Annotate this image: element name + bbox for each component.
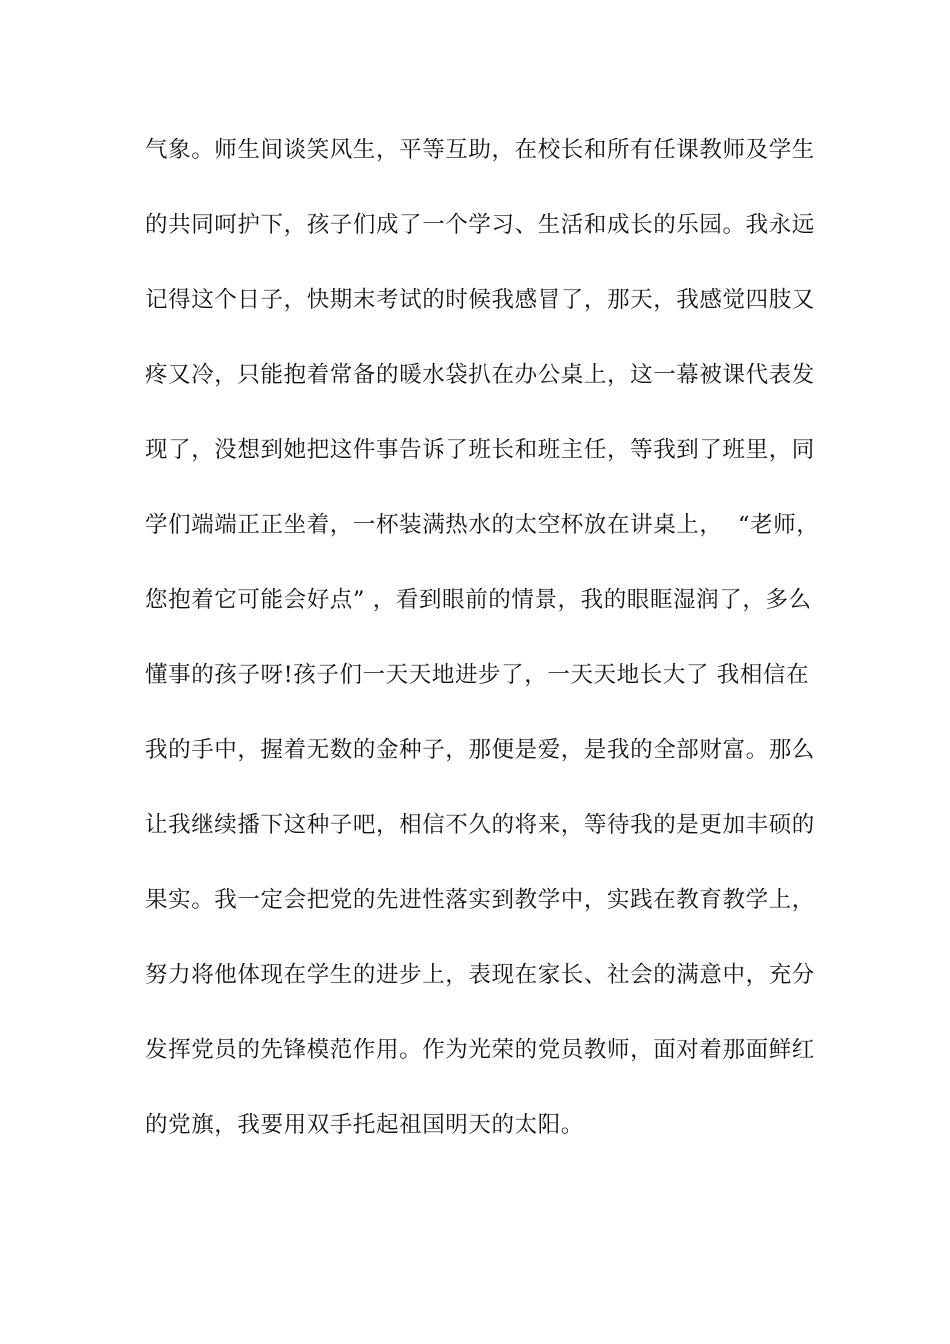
text-line: 的党旗，我要用双手托起祖国明天的太阳。 [145, 1112, 584, 1138]
text-line: 发挥党员的先锋模范作用。作为光荣的党员教师，面对着那面鲜红 [145, 1037, 815, 1063]
text-line: 我的手中，握着无数的金种子，那便是爱，是我的全部财富。那么 [145, 737, 815, 763]
text-line: 气象。师生间谈笑风生，平等互助，在校长和所有任课教师及学生 [145, 137, 815, 163]
text-line: 的共同呵护下，孩子们成了一个学习、生活和成长的乐园。我永远 [145, 212, 815, 238]
text-line: 果实。我一定会把党的先进性落实到教学中，实践在教育教学上， [145, 887, 815, 913]
text-line: 让我继续播下这种子吧，相信不久的将来，等待我的是更加丰硕的 [145, 812, 815, 838]
text-line: 疼又冷，只能抱着常备的暖水袋扒在办公桌上，这一幕被课代表发 [145, 362, 815, 388]
text-line: 您抱着它可能会好点” ，看到眼前的情景，我的眼眶湿润了，多么 [145, 587, 812, 613]
body-paragraph [145, 130, 825, 1180]
text-line: 记得这个日子，快期末考试的时候我感冒了，那天，我感觉四肢又 [145, 287, 815, 313]
text-line: 现了，没想到她把这件事告诉了班长和班主任，等我到了班里，同 [145, 437, 815, 463]
text-line: 努力将他体现在学生的进步上，表现在家长、社会的满意中，充分 [145, 962, 815, 988]
text-line: 懂事的孩子呀!孩子们一天天地进步了，一天天地长大了 我相信在 [145, 662, 810, 688]
text-line: 学们端端正正坐着，一杯装满热水的太空杯放在讲桌上， “老师， [145, 512, 820, 538]
